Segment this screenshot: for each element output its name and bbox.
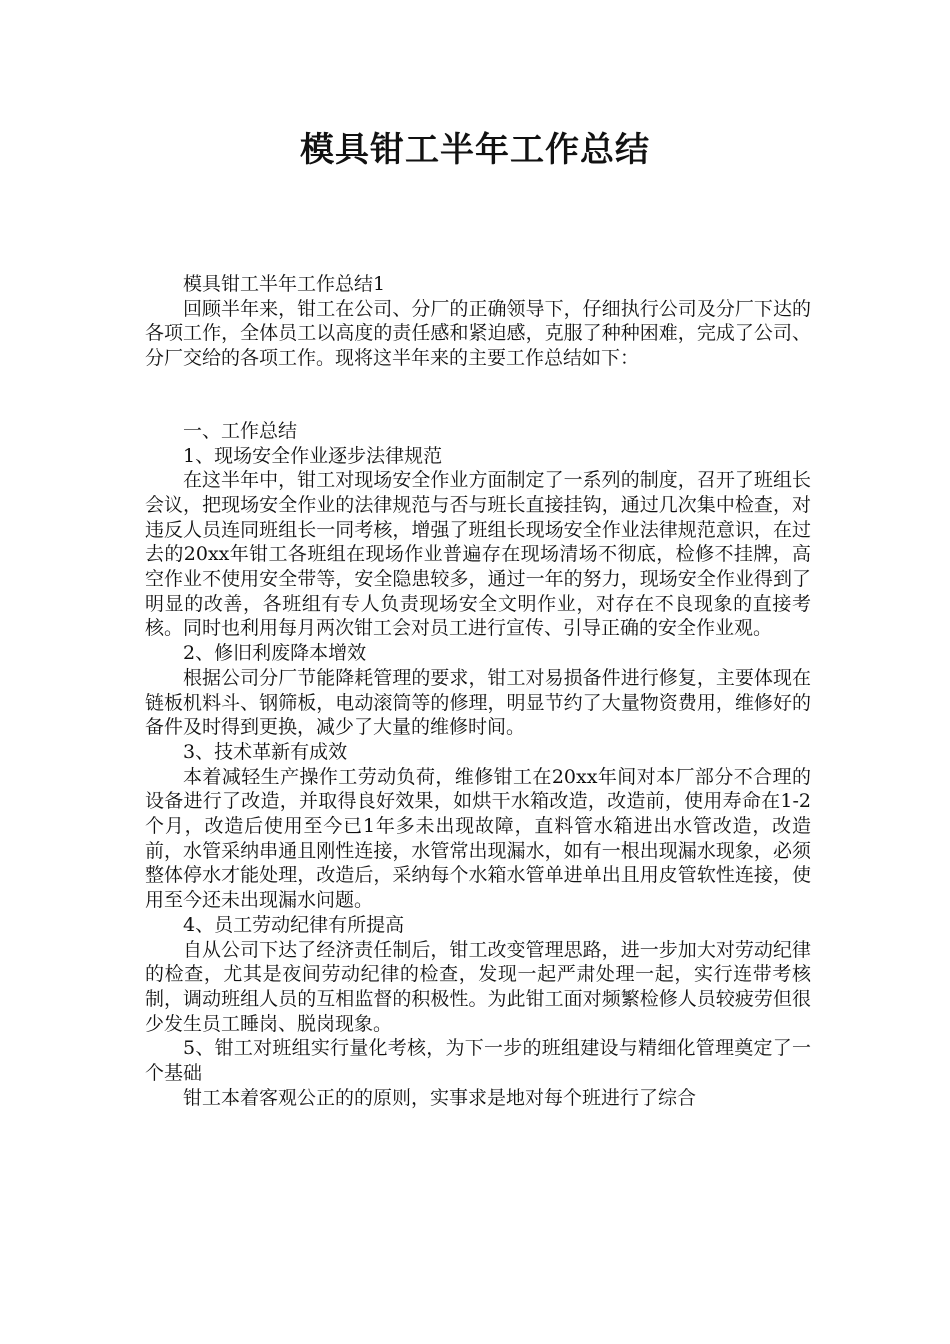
subsection-heading: 4、员工劳动纪律有所提高 xyxy=(183,913,405,936)
paragraph-gap xyxy=(145,371,811,419)
paragraph: 本着减轻生产操作工劳动负荷，维修钳工在20xx年间对本厂部分不合理的设备进行了改造，并取得良好效果，如烘干水箱改造，改造前，使用寿命在1-2个月，改造后使用至今已1年多未出现故障，直料管水箱进出水管改造，改造前，水管采纳串通且刚性连接，水管常出现漏水，如有一根出现漏水现象，必须整体停水才能处理，改造后，采纳每个水箱水管单进单出且用皮管软性连接，使用至今还未出现漏水问题。 xyxy=(145,765,811,912)
paragraph: 回顾半年来，钳工在公司、分厂的正确领导下，仔细执行公司及分厂下达的各项工作，全体员工以高度的责任感和紧迫感，克服了种种困难，完成了公司、分厂交给的各项工作。现将这半年来的主要工作总结如下： xyxy=(145,297,811,370)
subsection-heading: 2、修旧利废降本增效 xyxy=(183,642,367,665)
subsection-heading: 3、技术革新有成效 xyxy=(183,740,348,763)
section-heading: 一、工作总结 xyxy=(183,419,298,442)
section-heading: 模具钳工半年工作总结1 xyxy=(183,273,386,295)
paragraph: 在这半年中，钳工对现场安全作业方面制定了一系列的制度，召开了班组长会议，把现场安全作业的法律规范与否与班长直接挂钩，通过几次集中检查，对违反人员连同班组长一同考核，增强了班组长现场安全作业法律规范意识，在过去的20xx年钳工各班组在现场作业普遍存在现场清场不彻底，检修不挂牌，高空作业不使用安全带等，安全隐患较多，通过一年的努力，现场安全作业得到了明显的改善，各班组有专人负责现场安全文明作业，对存在不良现象的直接考核。同时也利用每月两次钳工会对员工进行宣传、引导正确的安全作业观。 xyxy=(145,469,811,640)
paragraph: 自从公司下达了经济责任制后，钳工改变管理思路，进一步加大对劳动纪律的检查，尤其是夜间劳动纪律的检查，发现一起严肃处理一起，实行连带考核制，调动班组人员的互相监督的积极性。为此钳工面对频繁检修人员较疲劳但很少发生员工睡岗、脱岗现象。 xyxy=(145,938,811,1035)
subsection-heading: 5、钳工对班组实行量化考核，为下一步的班组建设与精细化管理奠定了一个基础 xyxy=(145,1037,811,1085)
document-body xyxy=(145,272,811,1111)
paragraph: 根据公司分厂节能降耗管理的要求，钳工对易损备件进行修复，主要体现在链板机料斗、钢筛板，电动滚筒等的修理，明显节约了大量物资费用，维修好的备件及时得到更换，减少了大量的维修时间。 xyxy=(145,666,811,739)
document-title: 模具钳工半年工作总结 xyxy=(300,130,650,170)
paragraph: 钳工本着客观公正的的原则，实事求是地对每个班进行了综合 xyxy=(183,1086,697,1109)
subsection-heading: 1、现场安全作业逐步法律规范 xyxy=(183,444,443,467)
